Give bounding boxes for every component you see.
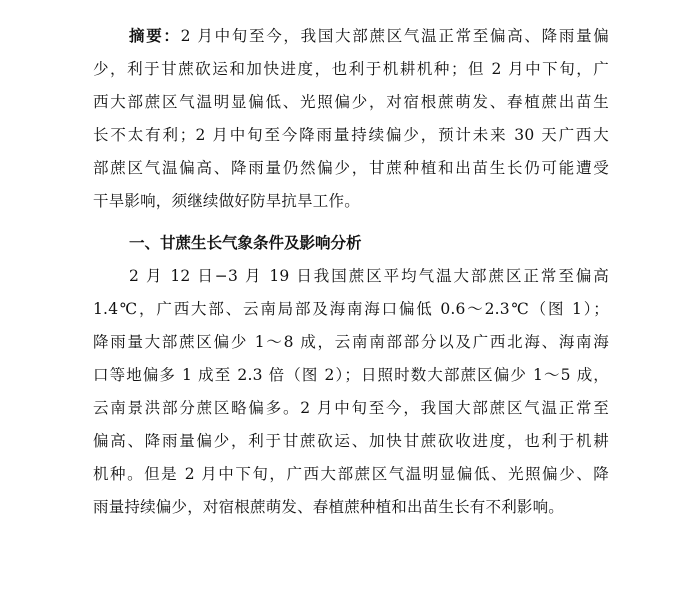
abstract-text-1: 2 月中旬至今，我国大部蔗区气温正常至偏高、降雨量偏: [180, 27, 609, 45]
document-page: [93, 20, 609, 524]
body-line-2: 1.4℃，广西大部、云南局部及海南海口偏低 0.6～2.3℃（图 1）；: [93, 300, 609, 318]
body-line-6: 偏高、降雨量偏少，利于甘蔗砍运、加快甘蔗砍收进度，也利于机耕: [93, 432, 609, 450]
abstract-line-3: 西大部蔗区气温明显偏低、光照偏少，对宿根蔗萌发、春植蔗出苗生: [93, 93, 609, 111]
abstract-line-5: 部蔗区气温偏高、降雨量仍然偏少，甘蔗种植和出苗生长仍可能遭受: [93, 159, 609, 177]
abstract-line-6: 干旱影响，须继续做好防旱抗旱工作。: [93, 192, 360, 210]
body-line-7: 机种。但是 2 月中下旬，广西大部蔗区气温明显偏低、光照偏少、降: [93, 465, 609, 483]
abstract-line-2: 少，利于甘蔗砍运和加快进度，也利于机耕机种；但 2 月中下旬，广: [93, 60, 609, 78]
section-heading: 一、甘蔗生长气象条件及影响分析: [129, 234, 362, 252]
body-line-3: 降雨量大部蔗区偏少 1～8 成，云南南部部分以及广西北海、海南海: [93, 333, 609, 351]
abstract-label: 摘要：: [129, 27, 181, 45]
body-line-4: 口等地偏多 1 成至 2.3 倍（图 2）；日照时数大部蔗区偏少 1～5 成，: [93, 366, 609, 384]
body-line-8: 雨量持续偏少，对宿根蔗萌发、春植蔗种植和出苗生长有不利影响。: [93, 498, 565, 516]
body-line-1: 2 月 12 日−3 月 19 日我国蔗区平均气温大部蔗区正常至偏高: [129, 267, 609, 285]
abstract-line-1: [93, 20, 609, 53]
abstract-line-4: 长不太有利；2 月中旬至今降雨量持续偏少，预计未来 30 天广西大: [93, 126, 609, 144]
body-line-5: 云南景洪部分蔗区略偏多。2 月中旬至今，我国大部蔗区气温正常至: [93, 399, 609, 417]
